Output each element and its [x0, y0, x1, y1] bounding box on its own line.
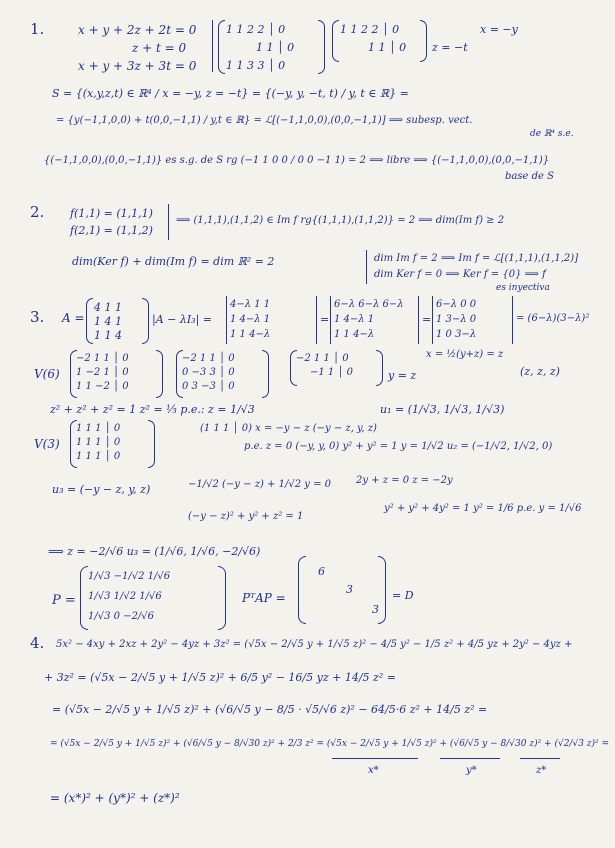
u3-norm-equation: (−y − z)² + y² + z² = 1 — [188, 511, 304, 522]
image-rank-statement: ⟹ (1,1,1),(1,1,2) ∈ Im f rg{(1,1,1),(1,1,2)} = 2 ⟹ dim(Im f) ≥ 2 — [176, 215, 505, 226]
injective-note: es inyectiva — [496, 283, 550, 293]
basis-label: base de S — [505, 171, 554, 182]
problem-3-number: 3. — [30, 308, 45, 326]
matrix-2-row-2: 1 1 │ 0 — [368, 41, 407, 54]
matrix-d-entry-3: 3 — [372, 603, 379, 616]
det-1-right — [316, 296, 317, 344]
f-values-brace — [168, 204, 169, 240]
matrix-p-left-bracket — [80, 566, 88, 630]
det-2-left — [330, 296, 331, 344]
problem-1-number: 1. — [30, 20, 45, 38]
system-eq-2: z + t = 0 — [132, 41, 187, 55]
equals-1: = — [320, 313, 330, 326]
det-2-right — [418, 296, 419, 344]
v6-matrix-b-row-2: 0 −3 3 │ 0 — [182, 367, 235, 378]
u3-y-solution: y² + y² + 4y² = 1 y² = 1/6 p.e. y = 1/√6 — [384, 503, 582, 514]
problem-4-number: 4. — [30, 634, 45, 652]
det-2-row-1: 6−λ 6−λ 6−λ — [334, 299, 404, 310]
det-1-row-3: 1 1 4−λ — [230, 329, 271, 340]
rank-nullity-statement: dim(Ker f) + dim(Im f) = dim ℝ² = 2 — [72, 255, 275, 268]
det-1-row-1: 4−λ 1 1 — [230, 299, 271, 310]
matrix-2-row-1: 1 1 2 2 │ 0 — [340, 23, 400, 36]
v6-generic-vector: (z, z, z) — [520, 365, 560, 378]
det-3-row-2: 1 3−λ 0 — [436, 314, 477, 325]
y-star-label: y* — [466, 765, 477, 776]
matrix-p-label: P = — [52, 593, 76, 608]
v3-matrix-a-row-1: 1 1 1 │ 0 — [76, 423, 121, 434]
y-equals-z: y = z — [388, 369, 417, 382]
v6-matrix-b-row-3: 0 3 −3 │ 0 — [182, 381, 235, 392]
matrix-1-right-bracket — [318, 20, 325, 74]
det-3-row-1: 6−λ 0 0 — [436, 299, 477, 310]
equals-2: = — [422, 313, 432, 326]
kernel-dimension: dim Ker f = 0 ⟹ Ker f = {0} ⟹ f — [374, 269, 546, 280]
orthogonality-result: 2y + z = 0 z = −2y — [356, 475, 453, 486]
matrix-a-left-bracket — [86, 298, 93, 344]
equals-d: = D — [392, 589, 414, 602]
v6-matrix-a-row-2: 1 −2 1 │ 0 — [76, 367, 129, 378]
image-dimension: dim Im f = 2 ⟹ Im f = ℒ[(1,1,1),(1,1,2)] — [374, 253, 579, 264]
quadratic-form-line-2: + 3z² = (√5x − 2/√5 y + 1/√5 z)² + 6/5 y² − 16/5 yz + 14/5 z² = — [44, 671, 396, 684]
z-star-label: z* — [536, 765, 547, 776]
v6-matrix-a-row-1: −2 1 1 │ 0 — [76, 353, 129, 364]
v6-matrix-b-row-1: −2 1 1 │ 0 — [182, 353, 235, 364]
x-star-underbrace — [332, 758, 418, 759]
matrix-a-label: A = — [62, 311, 85, 325]
u3-vector: ⟹ z = −2/√6 u₃ = (1/√6, 1/√6, −2/√6) — [48, 545, 261, 558]
v6-matrix-a-right — [156, 350, 163, 398]
matrix-1-row-2: 1 1 │ 0 — [256, 41, 295, 54]
x-expression: x = ½(y+z) = z — [426, 349, 504, 360]
matrix-1-row-1: 1 1 2 2 │ 0 — [226, 23, 286, 36]
quadratic-form-result: = (x*)² + (y*)² + (z*)² — [50, 791, 180, 805]
v3-matrix-a-row-2: 1 1 1 │ 0 — [76, 437, 121, 448]
v6-matrix-c-row-2: −1 1 │ 0 — [310, 367, 354, 378]
system-eq-3: x + y + 3z + 3t = 0 — [78, 59, 197, 73]
f-of-2-1: f(2,1) = (1,1,2) — [70, 224, 153, 237]
f-of-1-1: f(1,1) = (1,1,1) — [70, 207, 153, 220]
matrix-p-right-bracket — [218, 566, 226, 630]
quadratic-form-line-4: = (√5x − 2/√5 y + 1/√5 z)² + (√6/√5 y − 8/√30 z)² + 2/3 z² = (√5x − 2/√5 y + 1/√5 z)² + (√6/√5 y − 8/√30 z)² + (√2/√3 z)² = — [50, 739, 610, 749]
det-result: = (6−λ)(3−λ)² — [516, 313, 590, 324]
matrix-d-entry-2: 3 — [346, 583, 353, 596]
result-x-equals-minus-y: x = −y — [480, 23, 518, 36]
system-eq-1: x + y + 2z + 2t = 0 — [78, 23, 197, 37]
characteristic-det-label: |A − λI₃| = — [152, 313, 213, 326]
v6-matrix-a-row-3: 1 1 −2 │ 0 — [76, 381, 129, 392]
matrix-d-right-bracket — [378, 556, 386, 624]
u1-vector: u₁ = (1/√3, 1/√3, 1/√3) — [380, 403, 505, 416]
eigenspace-6-label: V(6) — [34, 367, 60, 381]
quadratic-form-line-3: = (√5x − 2/√5 y + 1/√5 z)² + (√6/√5 y − 8/5 · √5/√6 z)² − 64/5·6 z² + 14/5 z² = — [52, 703, 488, 716]
v6-matrix-c-row-1: −2 1 1 │ 0 — [296, 353, 349, 364]
subspace-note: de ℝ⁴ s.e. — [530, 129, 574, 139]
orthogonality-condition: −1/√2 (−y − z) + 1/√2 y = 0 — [188, 479, 331, 490]
matrix-d-entry-1: 6 — [318, 565, 325, 578]
pt-a-p-label: PᵀAP = — [242, 591, 286, 605]
matrix-1-left-bracket — [218, 20, 225, 74]
det-3-row-3: 1 0 3−λ — [436, 329, 477, 340]
normalization-v6: z² + z² + z² = 1 z² = ⅓ p.e.: z = 1/√3 — [50, 403, 255, 416]
conclusion-brace — [366, 250, 367, 284]
system-brace — [212, 20, 213, 72]
u2-derivation: p.e. z = 0 (−y, y, 0) y² + y² = 1 y = 1/√2 u₂ = (−1/√2, 1/√2, 0) — [244, 441, 553, 452]
det-1-left — [226, 296, 227, 344]
matrix-2-left-bracket — [332, 20, 339, 62]
z-star-underbrace — [520, 758, 560, 759]
matrix-d-left-bracket — [298, 556, 306, 624]
solution-set-span: = {y(−1,1,0,0) + t(0,0,−1,1) / y,t ∈ ℝ} = ℒ[(−1,1,0,0),(0,0,−1,1)] ⟹ subesp. vect. — [56, 115, 473, 126]
matrix-a-row-3: 1 1 4 — [94, 329, 122, 342]
result-z-equals-minus-t: z = −t — [432, 41, 468, 54]
matrix-p-row-2: 1/√3 1/√2 1/√6 — [88, 591, 162, 602]
eigenspace-3-label: V(3) — [34, 437, 60, 451]
matrix-p-row-3: 1/√3 0 −2/√6 — [88, 611, 155, 622]
u3-generic: u₃ = (−y − z, y, z) — [52, 483, 151, 496]
v3-reduced-system: (1 1 1 │ 0) x = −y − z (−y − z, y, z) — [200, 423, 377, 434]
quadratic-form-line-1: 5x² − 4xy + 2xz + 2y² − 4yz + 3z² = (√5x − 2/√5 y + 1/√5 z)² − 4/5 y² − 1/5 z² + 4/5 yz + 2y² − 4yz + — [56, 639, 573, 650]
det-3-left — [432, 296, 433, 344]
det-2-row-3: 1 1 4−λ — [334, 329, 375, 340]
problem-2-number: 2. — [30, 203, 45, 221]
x-star-label: x* — [368, 765, 379, 776]
det-2-row-2: 1 4−λ 1 — [334, 314, 375, 325]
det-1-row-2: 1 4−λ 1 — [230, 314, 271, 325]
det-3-right — [512, 296, 513, 344]
solution-set-definition: S = {(x,y,z,t) ∈ ℝ⁴ / x = −y, z = −t} = {(−y, y, −t, t) / y, t ∈ ℝ} = — [52, 87, 409, 100]
v6-matrix-b-right — [262, 350, 269, 398]
y-star-underbrace — [440, 758, 500, 759]
matrix-2-right-bracket — [420, 20, 427, 62]
v3-matrix-a-right — [148, 420, 155, 468]
matrix-a-right-bracket — [142, 298, 149, 344]
matrix-1-row-3: 1 1 3 3 │ 0 — [226, 59, 286, 72]
v3-matrix-a-row-3: 1 1 1 │ 0 — [76, 451, 121, 462]
matrix-a-row-2: 1 4 1 — [94, 315, 122, 328]
generating-set-rank: {(−1,1,0,0),(0,0,−1,1)} es s.g. de S rg (−1 1 0 0 / 0 0 −1 1) = 2 ⟹ libre ⟹ {(−1,1,0,0),(0,0,−1,1)} — [44, 155, 550, 166]
matrix-p-row-1: 1/√3 −1/√2 1/√6 — [88, 571, 171, 582]
matrix-a-row-1: 4 1 1 — [94, 301, 122, 314]
v6-matrix-c-right — [376, 350, 383, 386]
